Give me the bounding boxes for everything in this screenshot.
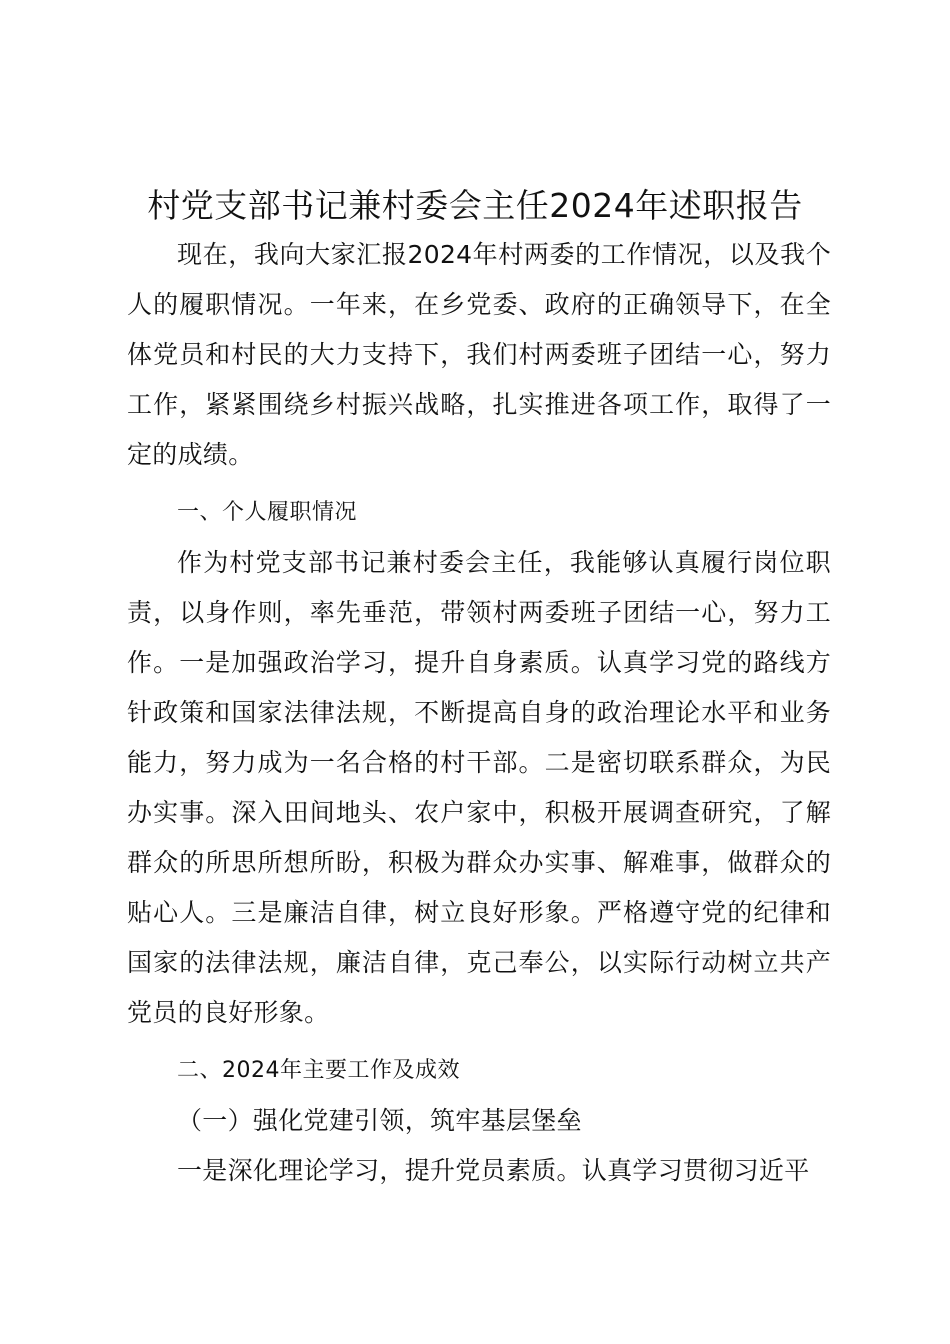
subsection-heading-party-building: （一）强化党建引领，筑牢基层堡垒 (177, 1106, 582, 1135)
document-body (127, 230, 831, 1196)
document-title: 村党支部书记兼村委会主任2024年述职报告 (147, 186, 803, 225)
section-heading-main-work: 二、2024年主要工作及成效 (177, 1058, 460, 1083)
personal-duties-paragraph: 作为村党支部书记兼村委会主任，我能够认真履行岗位职责，以身作则，率先垂范，带领村两委班子团结一心，努力工作。一是加强政治学习，提升自身素质。认真学习党的路线方针政策和国家法律法规，不断提高自身的政治理论水平和业务能力，努力成为一名合格的村干部。二是密切联系群众，为民办实事。深入田间地头、农户家中，积极开展调查研究，了解群众的所思所想所盼，积极为群众办实事、解难事，做群众的贴心人。三是廉洁自律，树立良好形象。严格遵守党的纪律和国家的法律法规，廉洁自律，克己奉公，以实际行动树立共产党员的良好形象。 (127, 548, 831, 1027)
intro-paragraph: 现在，我向大家汇报2024年村两委的工作情况，以及我个人的履职情况。一年来，在乡党委、政府的正确领导下，在全体党员和村民的大力支持下，我们村两委班子团结一心，努力工作，紧紧围绕乡村振兴战略，扎实推进各项工作，取得了一定的成绩。 (127, 240, 831, 469)
section-heading-personal-duties: 一、个人履职情况 (177, 500, 358, 525)
party-building-paragraph: 一是深化理论学习，提升党员素质。认真学习贯彻习近平 (177, 1156, 810, 1185)
